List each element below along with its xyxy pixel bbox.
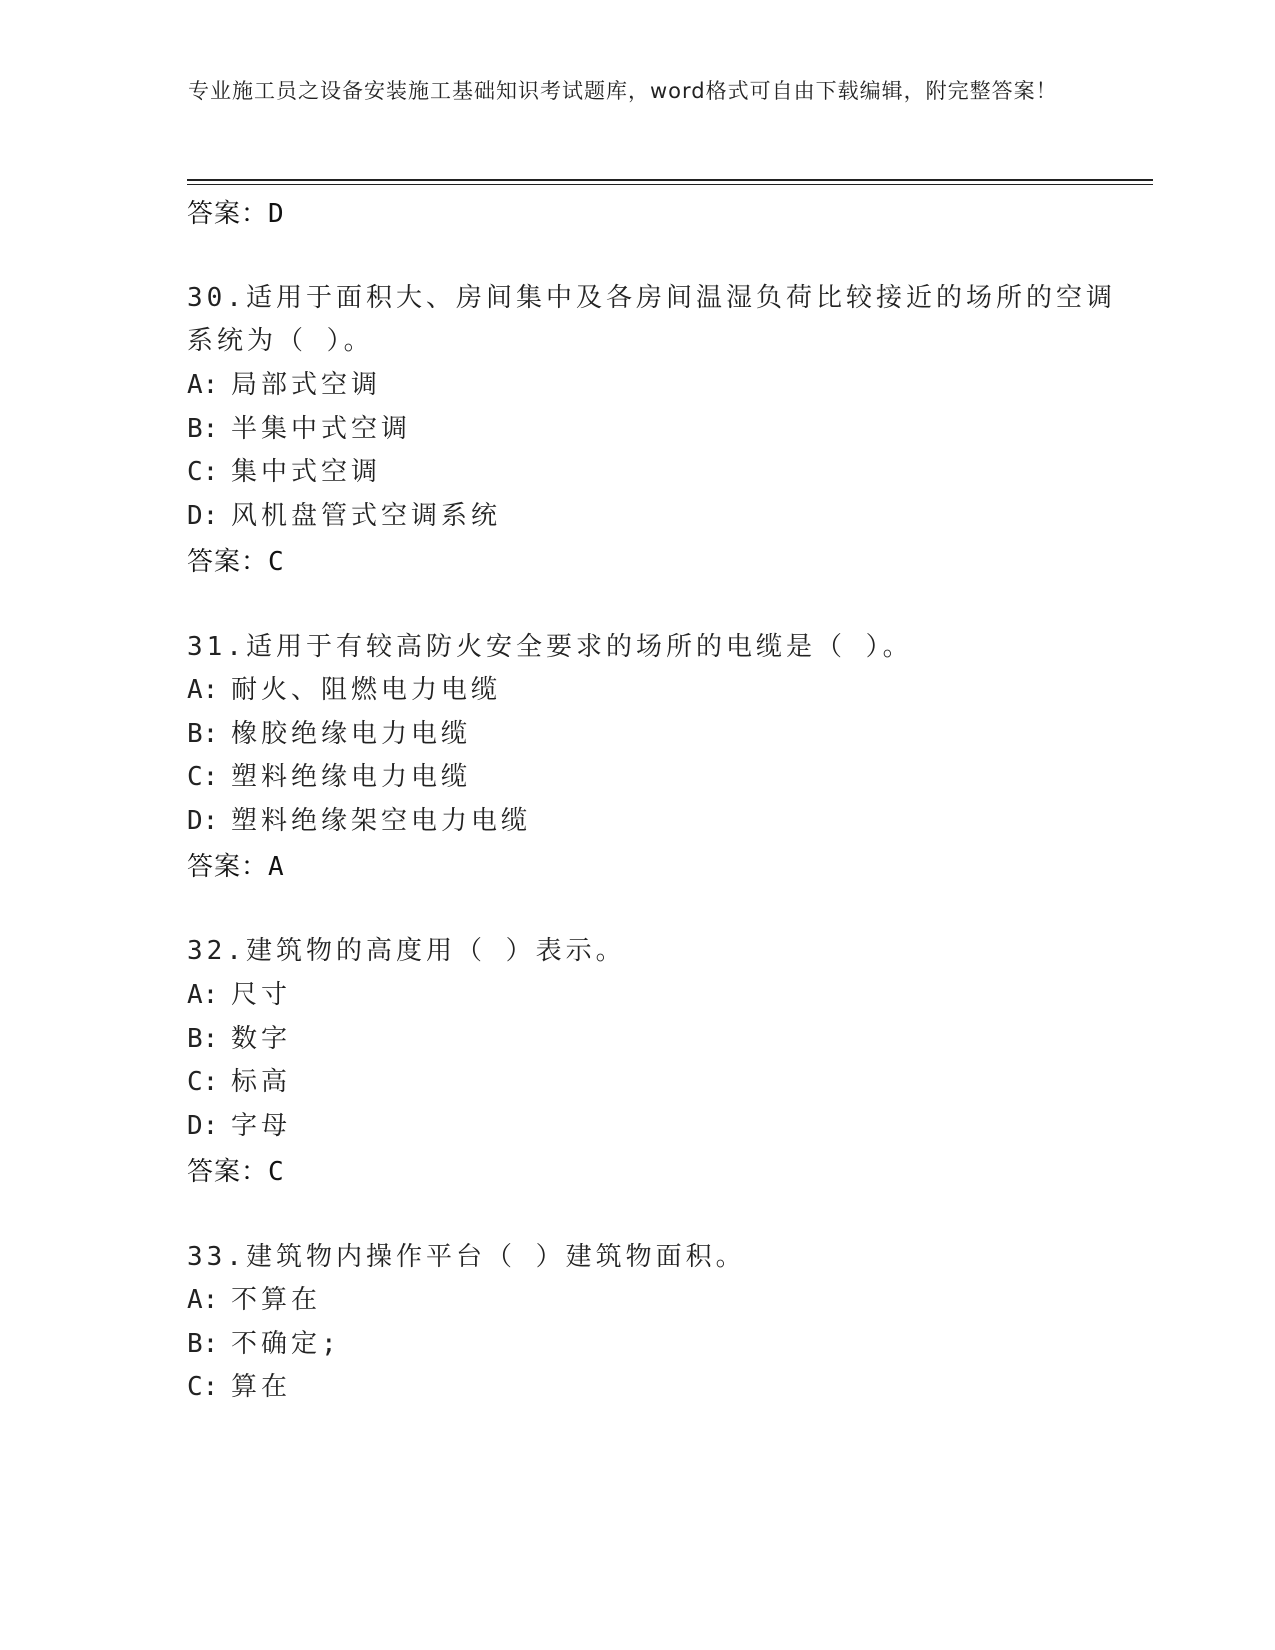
question-30-stem: 30.适用于面积大、房间集中及各房间温湿负荷比较接近的场所的空调 — [187, 283, 1116, 313]
question-31-answer — [187, 846, 285, 883]
answer-label: 答案： — [187, 852, 269, 882]
question-31-option-b — [187, 713, 471, 750]
option-label: B: — [187, 719, 219, 749]
option-text: 风机盘管式空调系统 — [231, 501, 502, 531]
option-label: C: — [187, 762, 219, 792]
option-label: D: — [187, 1111, 219, 1141]
option-label: D: — [187, 501, 219, 531]
question-30-option-d — [187, 495, 501, 532]
option-text: 算在 — [231, 1372, 292, 1402]
option-label: A: — [187, 370, 219, 400]
answer-line — [187, 193, 285, 230]
answer-value: A — [268, 852, 285, 882]
option-label: C: — [187, 457, 219, 487]
header-divider — [187, 179, 1153, 181]
question-32-option-a — [187, 974, 291, 1011]
question-31-stem: 31.适用于有较高防火安全要求的场所的电缆是（ ）。 — [187, 632, 913, 662]
question-32-answer — [187, 1151, 285, 1188]
option-label: C: — [187, 1067, 219, 1097]
option-text: 数字 — [231, 1024, 292, 1054]
option-label: B: — [187, 1024, 219, 1054]
question-30-option-c — [187, 451, 381, 488]
question-30-answer — [187, 541, 285, 578]
option-text: 塑料绝缘架空电力电缆 — [231, 806, 532, 836]
option-text: 不算在 — [231, 1285, 322, 1315]
question-33-option-c — [187, 1366, 291, 1403]
question-33-stem: 33.建筑物内操作平台（ ）建筑物面积。 — [187, 1242, 746, 1272]
option-text: 耐火、阻燃电力电缆 — [231, 675, 502, 705]
option-label: B: — [187, 1329, 219, 1359]
option-label: A: — [187, 675, 219, 705]
question-31-option-a — [187, 669, 501, 706]
option-text: 尺寸 — [231, 980, 292, 1010]
option-label: A: — [187, 1285, 219, 1315]
header-divider-thin — [187, 184, 1153, 185]
option-label: D: — [187, 806, 219, 836]
question-30-option-b — [187, 408, 411, 445]
answer-value: C — [268, 547, 285, 577]
answer-value: C — [268, 1157, 285, 1187]
option-text: 橡胶绝缘电力电缆 — [231, 719, 472, 749]
question-31-option-c — [187, 756, 471, 793]
question-32-option-c — [187, 1061, 291, 1098]
question-30-option-a — [187, 364, 381, 401]
option-text: 半集中式空调 — [231, 414, 412, 444]
question-32-option-b — [187, 1018, 291, 1055]
option-text: 塑料绝缘电力电缆 — [231, 762, 472, 792]
answer-label: 答案： — [187, 199, 269, 229]
question-30-stem-cont: 系统为（ ）。 — [187, 326, 374, 356]
option-text: 不确定; — [231, 1329, 341, 1359]
option-text: 局部式空调 — [231, 370, 382, 400]
option-label: C: — [187, 1372, 219, 1402]
document-header: 专业施工员之设备安装施工基础知识考试题库，word格式可自由下载编辑，附完整答案！ — [188, 79, 1058, 103]
option-label: A: — [187, 980, 219, 1010]
question-31-option-d — [187, 800, 531, 837]
question-33-option-b — [187, 1323, 341, 1360]
option-text: 字母 — [231, 1111, 292, 1141]
answer-label: 答案： — [187, 1157, 269, 1187]
answer-value: D — [268, 199, 285, 229]
question-32-option-d — [187, 1105, 291, 1142]
option-label: B: — [187, 414, 219, 444]
question-32-stem: 32.建筑物的高度用（ ）表示。 — [187, 936, 626, 966]
option-text: 标高 — [231, 1067, 292, 1097]
question-33-option-a — [187, 1279, 321, 1316]
answer-label: 答案： — [187, 547, 269, 577]
option-text: 集中式空调 — [231, 457, 382, 487]
